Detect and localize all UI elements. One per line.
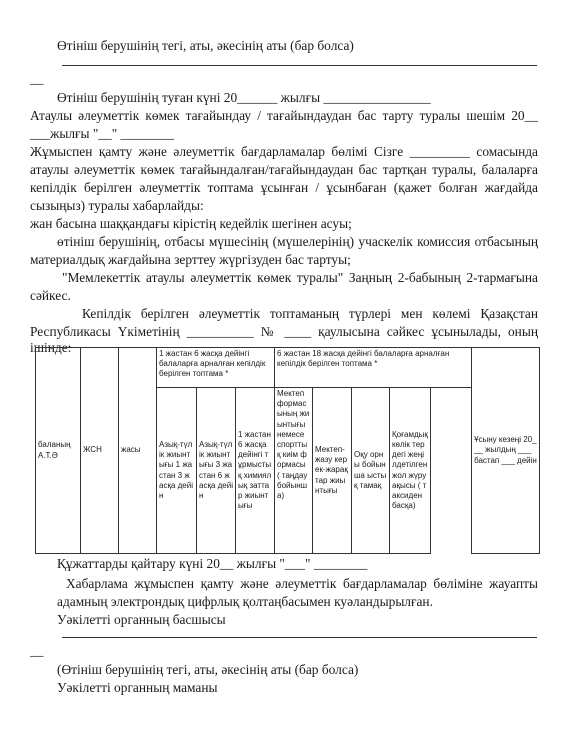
group-header-1-6: 1 жастан 6 жасқа дейінгі балаларға арналған кепілдік берілген топтама * — [157, 348, 275, 388]
decision-line-1: Атаулы әлеуметтік көмек тағайындау / тағайындаудан бас тарту туралы шешім 20__ — [30, 108, 538, 123]
col-uniform: Мектеп формасының жиынтығы немесе спорттық киім формасы ( таңдау бойынша) — [275, 388, 313, 554]
signature-note-1: Хабарлама жұмыспен қамту және әлеуметтік бағдарламалар бөліміне жауапты — [66, 576, 538, 591]
head-of-authority-label: Уәкілетті органның басшысы — [57, 612, 226, 627]
group-header-6-18: 6 жастан 18 жасқа дейінгі балаларға арналған кепілдік берілген топтама * — [275, 348, 472, 388]
applicant-name-footer: (Өтініш берушінің тегі, аты, әкесінің аты (бар болса) — [57, 662, 359, 677]
col-transport: Қоғамдық көлік тердегі жеңілдетілген жол жүру ақысы ( таксиден басқа) — [390, 388, 431, 554]
col-iin: ЖСН — [81, 348, 119, 554]
applicant-name-label: Өтініш берушінің тегі, аты, әкесінің аты (бар болса) — [57, 38, 354, 53]
col-hygiene: 1 жастан 6 жасқа дейінгі тұрмыстық химиялық заттар жиынтығы — [236, 388, 275, 554]
return-date-line: Құжаттарды қайтару күні 20__ жылғы "___" ________ — [57, 556, 368, 571]
applicant-name-underscore: __ — [30, 71, 44, 86]
col-child-name: баланың А.Т.Ә — [36, 348, 81, 554]
head-signature-line — [62, 637, 537, 638]
specialist-label: Уәкілетті органның маманы — [57, 680, 218, 695]
package-text-3-visible: ішінде: — [30, 339, 75, 357]
birth-date-line: Өтініш берушінің туған күні 20______ жылғы ________________ — [57, 90, 431, 105]
col-period: Ұсыну кезеңі 20___ жылдың ___ бастап ___ дейін — [472, 348, 540, 554]
col-food-1-3: Азық-түлік жиынтығы 1 жастан 3 жасқа дейін — [157, 388, 197, 554]
reason-refusal-1: өтініш берушінің, отбасы мүшесінің (мүшелерінің) учаскелік комиссия отбасының — [57, 234, 538, 249]
head-signature-underscore: __ — [30, 643, 44, 658]
decision-line-2: ___жылғы "__" ________ — [30, 126, 175, 141]
law-reference-1: "Мемлекеттік атаулы әлеуметтік көмек туралы" Заңның 2-бабының 2-тармағына — [62, 270, 538, 285]
col-age: жасы — [119, 348, 157, 554]
col-meal: Оқу орны бойынша ыстық тамақ — [352, 388, 390, 554]
paragraph-line-1: Жұмыспен қамту және әлеуметтік бағдарламалар бөлімі Сізге _________ сомасында — [30, 144, 538, 159]
guaranteed-package-table — [35, 347, 540, 554]
col-food-3-6: Азық-түлік жиынтығы 3 жастан 6 жасқа дейін — [197, 388, 236, 554]
reason-income: жан басына шаққандағы кірістің кедейлік шегінен асуы; — [30, 216, 352, 231]
law-reference-2: сәйкес. — [30, 288, 71, 303]
applicant-name-line — [62, 65, 537, 66]
signature-note-2: адамның электрондық цифрлық қолтаңбасымен куәландырылған. — [57, 594, 433, 609]
paragraph-line-2: атаулы әлеуметтік көмек тағайындалған/тағайындаудан бас тартқан туралы, балаларға — [30, 162, 538, 177]
paragraph-line-3: кепілдік берілген әлеуметтік топтама ұсынған / ұсынбаған (қажет болған жағдайда — [30, 180, 538, 195]
package-text-1: Кепілдік берілген әлеуметтік топтаманың түрлері мен көлемі Қазақстан — [82, 306, 538, 321]
col-supplies: Мектеп-жазу керек-жарақтар жиынтығы — [313, 388, 352, 554]
paragraph-line-4: сызыңыз) туралы хабарлайды: — [30, 198, 204, 213]
package-text-2: Республикасы Үкіметінің __________ № ____ қаулысына сәйкес ұсынылады, оның — [30, 324, 538, 339]
reason-refusal-2: материалдық жағдайына зерттеу жүргізуден бас тартуы; — [30, 252, 351, 267]
